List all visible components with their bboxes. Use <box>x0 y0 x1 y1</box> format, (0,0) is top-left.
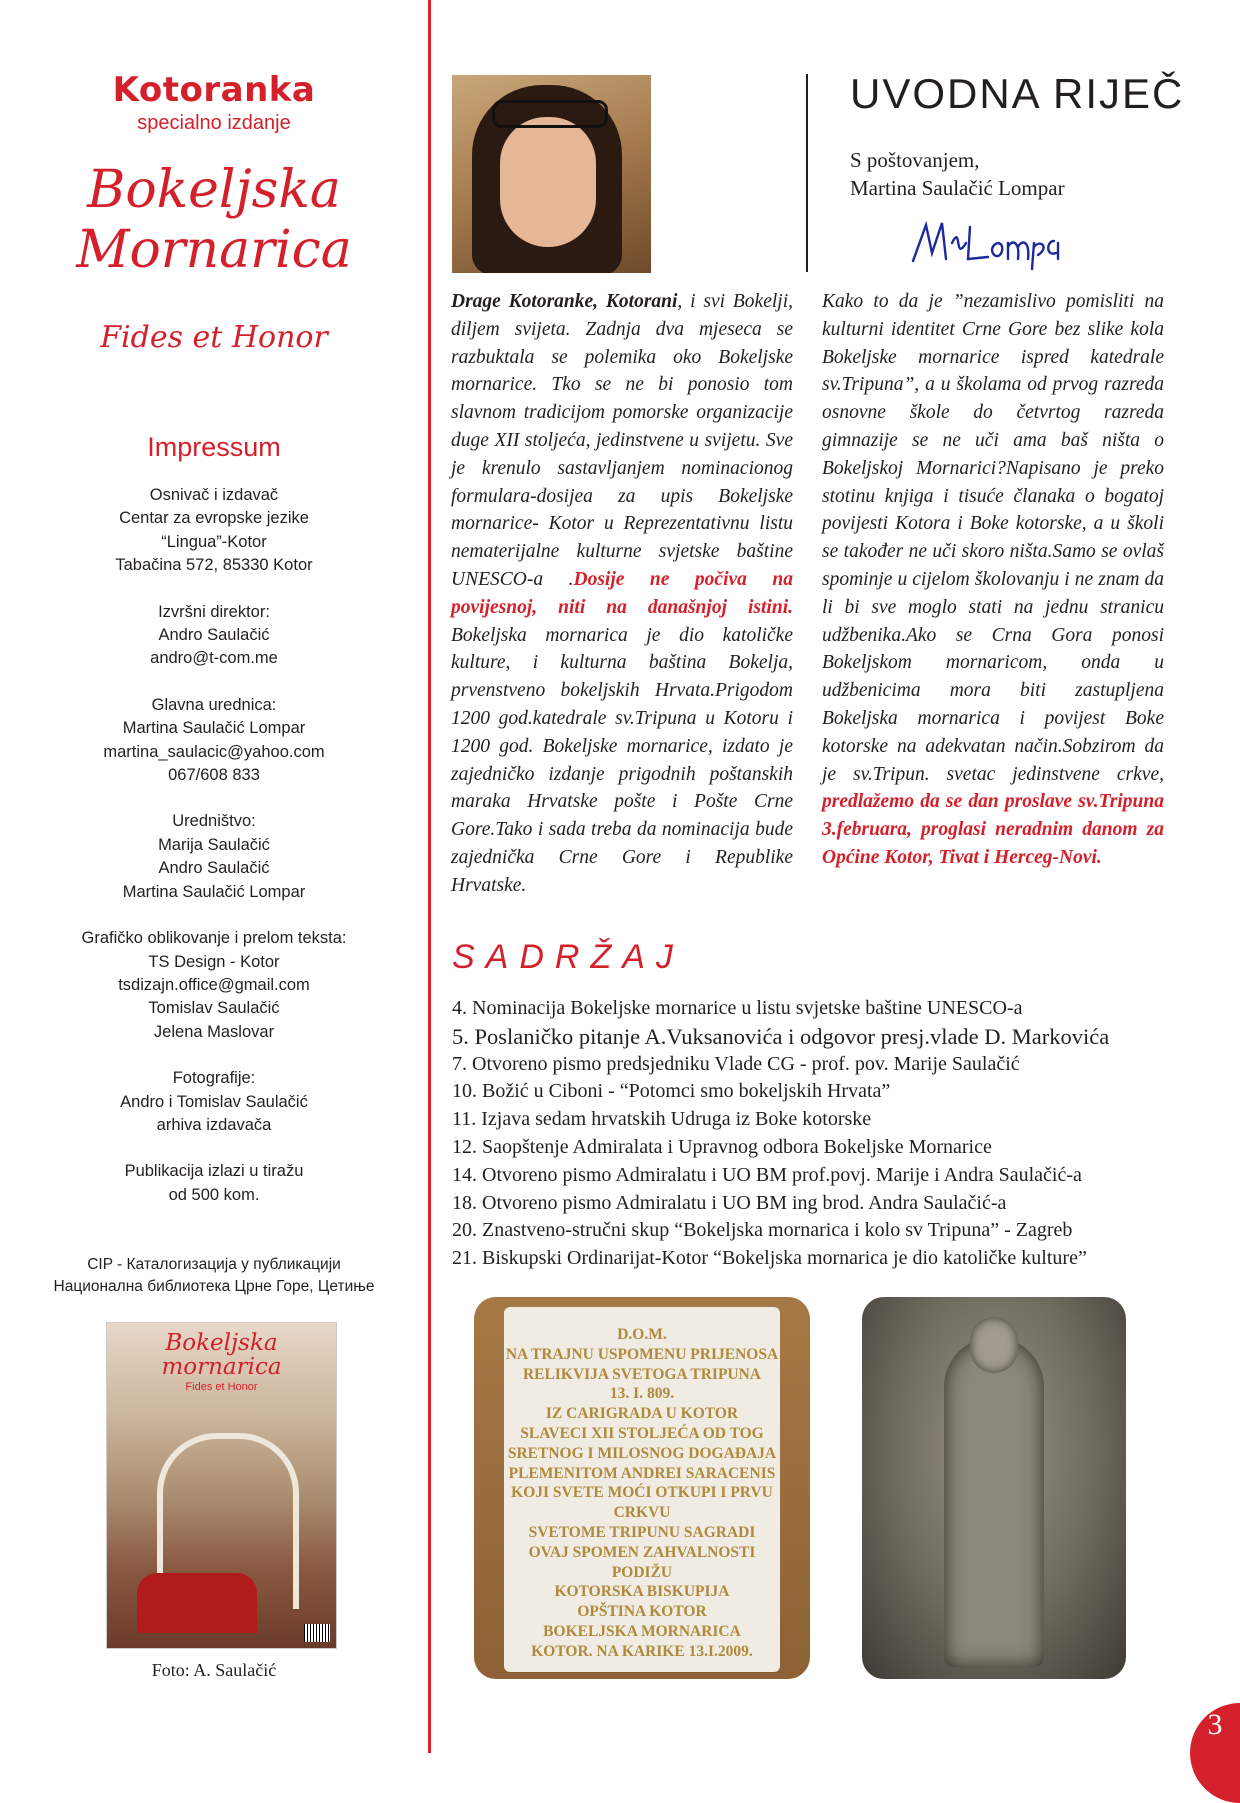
article-column-1 <box>451 288 793 900</box>
impressum-line: TS Design - Kotor <box>148 952 280 971</box>
impressum-line: Izvršni direktor: <box>158 602 270 621</box>
cip-notice <box>0 1254 428 1298</box>
left-sidebar <box>0 0 428 1753</box>
impressum-line: Martina Saulačić Lompar <box>122 882 306 901</box>
impressum-block <box>0 1067 428 1137</box>
table-of-contents <box>452 995 1109 1273</box>
impressum-block <box>0 810 428 904</box>
impressum-line: Martina Saulačić Lompar <box>122 719 306 738</box>
toc-item[interactable]: 11. Izjava sedam hrvatskih Udruga iz Boke kotorske <box>452 1108 872 1131</box>
motto: Fides et Honor <box>100 320 328 355</box>
cover-thumbnail <box>106 1322 337 1649</box>
impressum-line: Jelena Maslovar <box>153 1022 275 1041</box>
article-text-1b: Bokeljska mornarica je dio katoličke kulture, i kulturna baština Bokelja, prvenstveno bokeljskih Hrvata.Prigodom 1200 god.katedrale sv.Tripuna u Kotoru i 1200 god. Bokeljske mornarice, izdato je zajedničko izdanje prigodnih poštanskih maraka Hrvatske pošte i Pošte Crne Gore.Tako i sada treba da nominacija bude zajednička Crne Gore i Republike Hrvatske. <box>451 624 793 896</box>
heading-bar <box>806 74 808 272</box>
article-highlight-1: Dosije ne počiva na povijesnoj, niti na današnjoj istini. <box>451 568 794 618</box>
toc-item[interactable]: 14. Otvoreno pismo Admiralatu i UO BM prof.povj. Marije i Andra Saulačić-a <box>452 1163 1082 1186</box>
greeting-line-1: S poštovanjem, <box>850 148 980 172</box>
title-line-2: Mornarica <box>76 220 352 280</box>
brand-subtitle: specialno izdanje <box>137 112 291 134</box>
impressum-line: Andro i Tomislav Saulačić <box>120 1092 308 1111</box>
impressum-line: Tabačina 572, 85330 Kotor <box>115 556 313 575</box>
toc-item[interactable]: 20. Znastveno-stručni skup “Bokeljska mornarica i kolo sv Tripuna” - Zagreb <box>452 1219 1073 1242</box>
memorial-plaque-photo <box>474 1297 810 1679</box>
main-title <box>0 160 428 280</box>
greeting <box>850 146 1065 202</box>
impressum-block <box>0 601 428 671</box>
column-divider <box>428 0 431 1753</box>
impressum-line: Centar za evropske jezike <box>119 509 309 528</box>
contents-heading: SADRŽAJ <box>452 938 684 976</box>
article-text-1a: i svi Bokelji, diljem svijeta. Zadnja dva mjeseca se razbuktala se polemika oko Bokeljske mornarice. Tko se ne bi ponosio tom slavnom tradicijom pomorske organizacije duge XII stoljeća, jedinstvene u svijetu. Sve je krenulo sastavljanjem nominacionog formulara-dosijea za upis Bokeljske mornarice- Kotor u Reprezentativnu listu nematerijalne kulturne svjetske baštine UNESCO-a . <box>451 291 793 590</box>
cip-line-1: CIP - Каталогизација у публикацији <box>87 1256 341 1273</box>
impressum-line: “Lingua”-Kotor <box>161 532 267 551</box>
impressum-heading: Impressum <box>147 432 281 462</box>
plaque-inscription: D.O.M. NA TRAJNU USPOMENU PRIJENOSA RELIKVIJA SVETOGA TRIPUNA 13. I. 809. IZ CARIGRADA U KOTOR SLAVECI XII STOLJEĆA OD TOG SRETNOG I MILOSNOG DOGAĐAJA PLEMENITOM ANDREI SARACENIS KOJI SVETE MOĆI OTKUPI I PRVU CRKVU SVETOME TRIPUNU SAGRADI OVAJ SPOMEN ZAHVALNOSTI PODIŽU KOTORSKA BISKUPIJA OPŠTINA KOTOR BOKELJSKA MORNARICA KOTOR. NA KARIKE 13.I.2009. <box>505 1326 779 1660</box>
impressum-line: Fotografije: <box>172 1069 256 1088</box>
article-salutation: Drage Kotoranke, Kotorani <box>451 291 678 312</box>
greeting-author: Martina Saulačić Lompar <box>850 176 1065 200</box>
cover-motto: Fides et Honor <box>185 1381 258 1393</box>
portrait-face <box>500 117 596 247</box>
relief-figure <box>944 1337 1044 1667</box>
impressum-line: Marija Saulačić <box>158 835 270 854</box>
impressum-line: Osnivač i izdavač <box>149 486 279 504</box>
impressum-line: Uredništvo: <box>172 812 256 831</box>
cover-title: Bokeljska mornarica <box>161 1330 282 1380</box>
article-highlight-2: predlažemo da se dan proslave sv.Tripuna 3.februara, proglasi neradnim danom za Općine Kotor, Tivat i Herceg-Novi. <box>822 791 1164 868</box>
impressum-line: Grafičko oblikovanje i prelom teksta: <box>81 929 347 948</box>
impressum-line: arhiva izdavača <box>156 1115 272 1134</box>
cip-line-2: Национална библиотека Црне Горе, Цетиње <box>53 1278 375 1295</box>
toc-item[interactable]: 10. Božić u Ciboni - “Potomci smo bokeljskih Hrvata” <box>452 1080 891 1103</box>
impressum-line: Tomislav Saulačić <box>148 999 280 1018</box>
impressum-line: Andro Saulačić <box>158 626 270 645</box>
toc-item[interactable]: 12. Saopštenje Admiralata i Upravnog odbora Bokeljske Mornarice <box>452 1135 992 1158</box>
brand-logo: Kotoranka <box>112 70 316 110</box>
impressum-block <box>0 927 428 1044</box>
impressum-list <box>0 484 428 1230</box>
toc-item[interactable]: 21. Biskupski Ordinarijat-Kotor “Bokeljska mornarica je dio katoličke kulture” <box>452 1247 1087 1270</box>
impressum-line: martina_saulacic@yahoo.com <box>103 742 325 761</box>
impressum-block <box>0 1160 428 1207</box>
page-number: 3 <box>1207 1708 1223 1741</box>
relief-head <box>970 1317 1018 1373</box>
title-line-1: Bokeljska <box>87 160 341 220</box>
toc-item[interactable]: 7. Otvoreno pismo predsjedniku Vlade CG - prof. pov. Marije Saulačić <box>452 1052 1020 1075</box>
salutation-comma: , <box>677 291 683 312</box>
sunglasses-icon <box>492 100 608 128</box>
impressum-line: Publikacija izlazi u tiražu <box>124 1162 304 1181</box>
toc-item[interactable]: 5. Poslaničko pitanje A.Vuksanovića i odgovor presj.vlade D. Markovića <box>452 1023 1110 1049</box>
photo-caption: Foto: A. Saulačić <box>151 1660 277 1680</box>
article-text-2a: Kako to da je ”nezamislivo pomisliti na kulturni identitet Crne Gore bez slike kola Bokeljske mornarice ispred katedrale sv.Tripuna”, a u školama od prvog razreda osnovne škole do četvrtog razreda gimnazije se ne uči ama baš ništa o Bokeljskoj Mornarici?Napisano je preko stotinu knjiga i tisuće članaka o bogatoj povijesti Kotora i Boke kotorske, a u školi se također ne uči skoro ništa.Samo se ovlaš spominje u cijelom školovanju i ne znam da li bi sve moglo stati na jednu stranicu udžbenika.Ako se Crna Gora ponosi Bokeljskom mornaricom, onda u udžbenicima mora biti zastupljena Bokeljska mornarica i povijest Boke kotorske na adekvatan način.Sobzirom da je sv.Tripun. svetac jedinstvene crkve, <box>822 291 1164 785</box>
impressum-line: Andro Saulačić <box>158 859 270 878</box>
impressum-line: Glavna urednica: <box>151 695 277 714</box>
impressum-line: andro@t-com.me <box>150 649 278 668</box>
toc-item[interactable]: 18. Otvoreno pismo Admiralatu i UO BM ing brod. Andra Saulačić-a <box>452 1191 1007 1214</box>
plaque-stone <box>504 1307 780 1672</box>
toc-item[interactable]: 4. Nominacija Bokeljske mornarice u listu svjetske baštine UNESCO-a <box>452 997 1023 1019</box>
barcode-icon <box>304 1624 330 1642</box>
impressum-block <box>0 484 428 578</box>
signature <box>908 213 1063 273</box>
impressum-line: od 500 kom. <box>168 1185 260 1204</box>
impressum-block <box>0 694 428 788</box>
intro-heading: UVODNA RIJEČ <box>850 70 1185 117</box>
impressum-line: tsdizajn.office@gmail.com <box>118 975 310 994</box>
impressum-line: 067/608 833 <box>168 766 260 785</box>
article-column-2 <box>822 288 1164 872</box>
saint-relief-photo <box>862 1297 1126 1679</box>
author-portrait <box>452 75 651 273</box>
cover-figures-image <box>137 1573 257 1633</box>
